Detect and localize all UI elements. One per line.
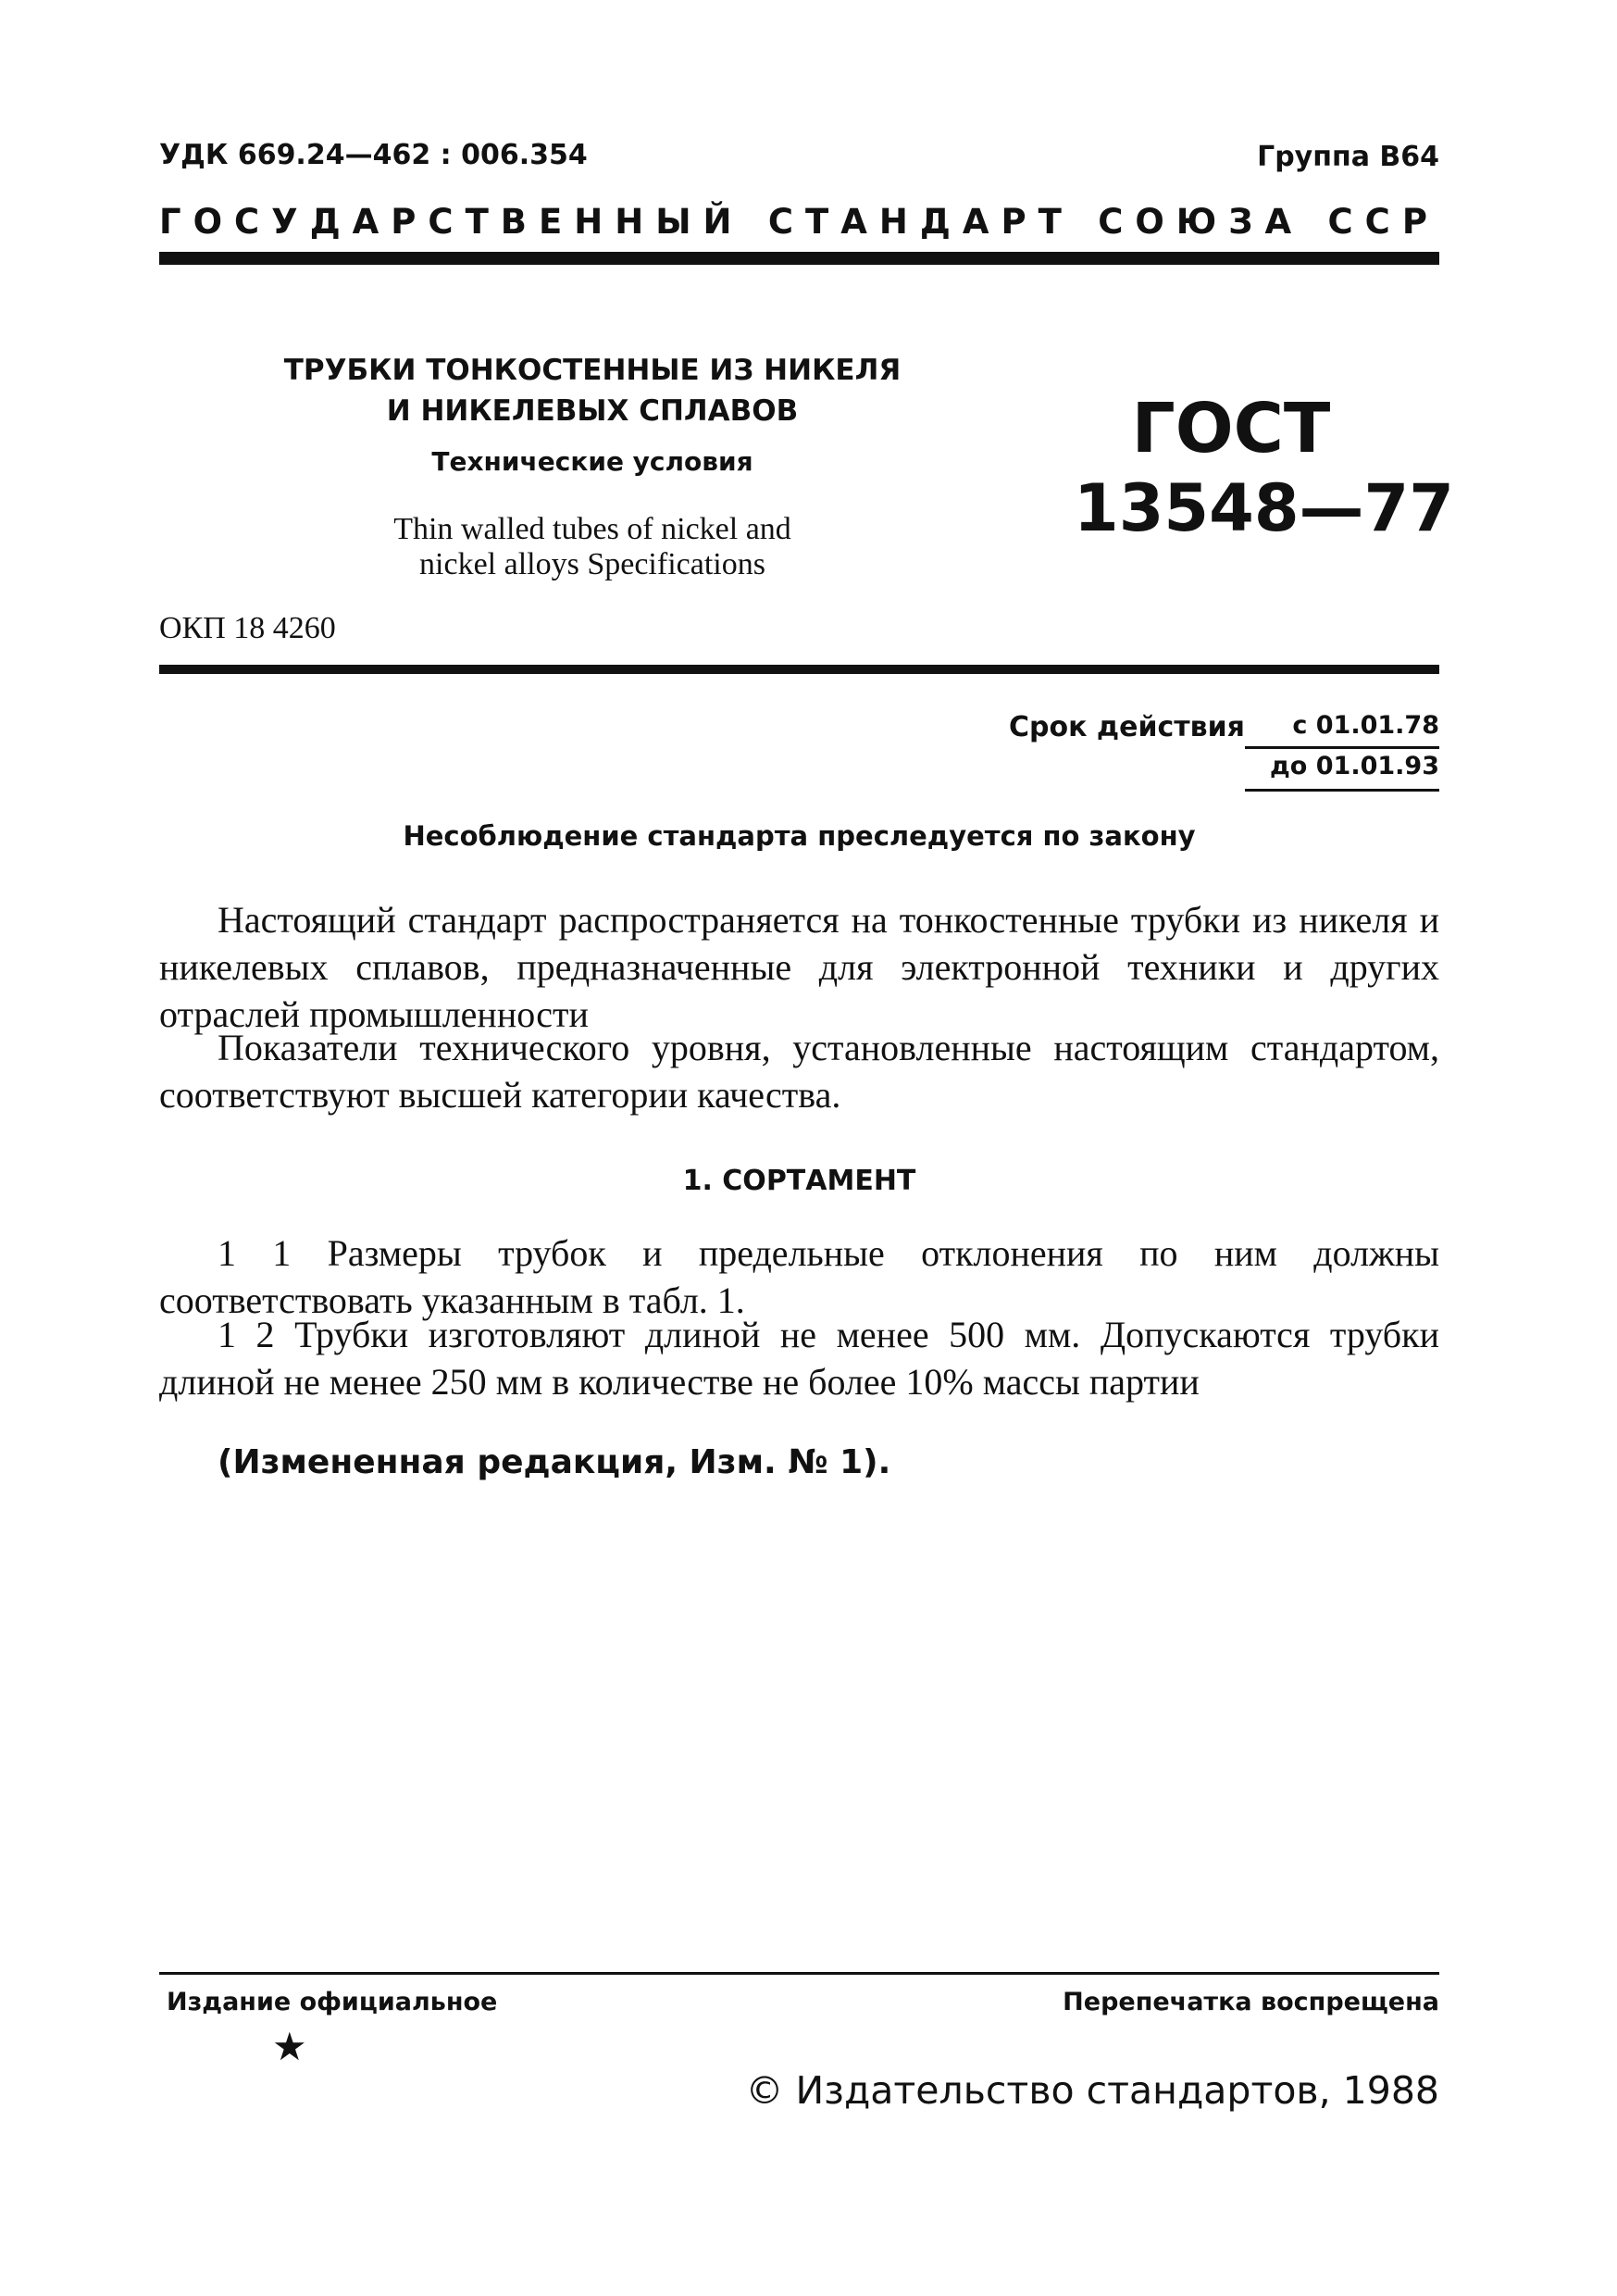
legal-notice: Несоблюдение стандарта преследуется по закону bbox=[403, 820, 1196, 852]
bottom-divider bbox=[159, 1972, 1439, 1975]
banner-word-2: СТАНДАРТ bbox=[767, 202, 1074, 242]
title-en-line-2: nickel alloys Specifications bbox=[419, 547, 765, 581]
gost-number: 13548—77 bbox=[1074, 470, 1454, 546]
validity-underline-1 bbox=[1245, 746, 1439, 749]
okp-code: ОКП 18 4260 bbox=[159, 611, 336, 645]
gost-label: ГОСТ bbox=[1131, 389, 1331, 468]
paragraph-quality: Показатели технического уровня, установленные настоящим стандартом, соответствуют высшей категории качества. bbox=[159, 1027, 1439, 1116]
banner-word-4: ССР bbox=[1327, 202, 1439, 242]
paragraph-1-2: 1 2 Трубки изготовляют длиной не менее 500 мм. Допускаются трубки длиной не менее 250 мм в количестве не более 10% массы партии bbox=[159, 1314, 1439, 1403]
banner-word-3: СОЮЗА bbox=[1098, 202, 1304, 242]
paragraph-1-1: 1 1 Размеры трубок и предельные отклонения по ним должны соответствовать указанным в табл. 1. bbox=[159, 1232, 1439, 1321]
copyright: © Издательство стандартов, 1988 bbox=[745, 2068, 1439, 2113]
amendment-note: (Измененная редакция, Изм. № 1). bbox=[218, 1443, 891, 1481]
group-code: Группа В64 bbox=[1257, 141, 1439, 173]
subtitle-russian: Технические условия bbox=[431, 446, 753, 477]
title-ru-line-2: И НИКЕЛЕВЫХ СПЛАВОВ bbox=[386, 394, 799, 428]
paragraph-scope: Настоящий стандарт распространяется на тонкостенные трубки из никеля и никелевых сплавов, предназначенные для электронной техники и других отраслей промышленности bbox=[159, 899, 1439, 1035]
section-heading: 1. СОРТАМЕНТ bbox=[682, 1165, 916, 1197]
validity-label: Срок действия bbox=[1009, 711, 1245, 743]
title-russian bbox=[278, 350, 907, 431]
edition-label: Издание официальное bbox=[167, 1988, 498, 2016]
middle-divider bbox=[159, 665, 1439, 674]
validity-to: до 01.01.93 bbox=[1270, 752, 1439, 780]
reprint-notice: Перепечатка воспрещена bbox=[1063, 1988, 1439, 2016]
star-icon: ★ bbox=[272, 2027, 307, 2069]
banner-word-1: ГОСУДАРСТВЕННЫЙ bbox=[159, 202, 744, 242]
title-en-line-1: Thin walled tubes of nickel and bbox=[393, 512, 791, 546]
validity-underline-2 bbox=[1245, 789, 1439, 792]
title-english bbox=[278, 512, 907, 582]
state-standard-banner bbox=[159, 202, 1439, 242]
top-divider bbox=[159, 252, 1439, 265]
title-ru-line-1: ТРУБКИ ТОНКОСТЕННЫЕ ИЗ НИКЕЛЯ bbox=[283, 354, 902, 387]
validity-from: с 01.01.78 bbox=[1292, 711, 1439, 740]
udc-code: УДК 669.24—462 : 006.354 bbox=[159, 139, 588, 171]
